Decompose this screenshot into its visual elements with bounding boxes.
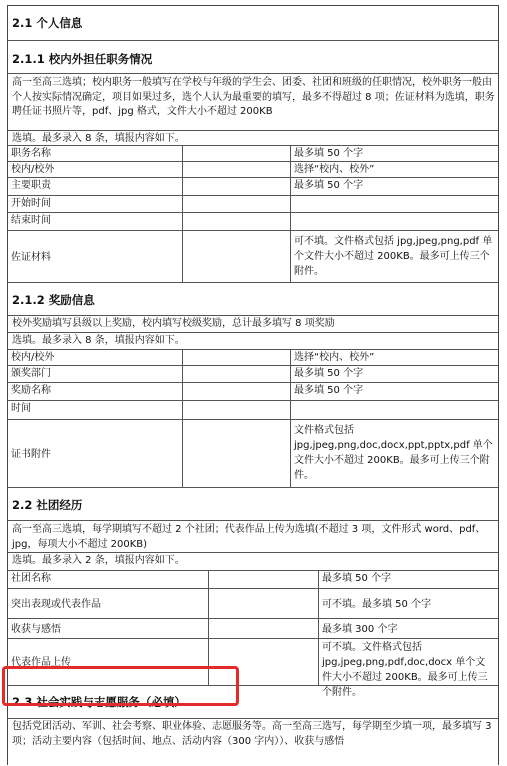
row-value: 最多填 50 个字 xyxy=(290,178,498,195)
row-value xyxy=(290,213,498,230)
section-heading-2-2: 2.2 社团经历 xyxy=(8,488,498,521)
document-page xyxy=(7,5,499,765)
row-blank xyxy=(182,383,290,400)
row-blank xyxy=(208,571,318,588)
row-value: 最多填 50 个字 xyxy=(318,571,498,588)
row-blank xyxy=(182,350,290,365)
section-2-1-1-note: 选填。最多录入 8 条，填报内容如下。 xyxy=(8,131,498,146)
row-label: 奖励名称 xyxy=(11,385,51,396)
table-row xyxy=(8,401,498,420)
row-value xyxy=(290,401,498,419)
row-blank xyxy=(208,589,318,618)
row-blank xyxy=(182,366,290,382)
row-value xyxy=(290,196,498,212)
table-row xyxy=(8,589,498,619)
table-row xyxy=(8,231,498,283)
row-value: 选择“校内、校外” xyxy=(290,162,498,177)
section-2-1-2-description: 校外奖励填写县级以上奖励，校内填写校级奖励，总计最多填写 8 项奖励 xyxy=(8,316,498,333)
row-value: 最多填 50 个字 xyxy=(290,366,498,382)
table-row xyxy=(8,178,498,196)
row-blank xyxy=(182,146,290,161)
row-blank xyxy=(208,639,318,685)
row-value: 选择“校内、校外” xyxy=(290,350,498,365)
section-2-1-1-description: 高一至高三选填；校内职务一般填写在学校与年级的学生会、团委、社团和班级的任职情况，校外职务一般由个人按实际情况确定，项目如果过多，选个人认为最重要的填写，最多不得超过 8 项；佐证材料为选填，职务聘任证书照片等，pdf、jpg 格式，文件大小不超过 200KB xyxy=(8,74,498,131)
table-row xyxy=(8,420,498,488)
section-heading-2-1-2: 2.1.2 奖励信息 xyxy=(8,283,498,316)
row-blank xyxy=(182,178,290,195)
row-value: 文件格式包括 jpg,jpeg,png,doc,docx,ppt,pptx,pdf 单个文件大小不超过 200KB。最多可上传三个附件。 xyxy=(290,420,498,487)
row-label: 校内/校外 xyxy=(11,164,55,175)
section-heading-2-1-1: 2.1.1 校内外担任职务情况 xyxy=(8,41,498,74)
row-label: 职务名称 xyxy=(11,148,51,159)
table-row xyxy=(8,639,498,698)
row-blank xyxy=(182,213,290,230)
row-label: 颁奖部门 xyxy=(11,368,51,379)
row-label: 证书附件 xyxy=(11,448,51,460)
section-heading-2-3: 2.3 社会实践与志愿服务（必填） xyxy=(8,686,498,719)
row-label: 开始时间 xyxy=(11,198,51,209)
table-row xyxy=(8,366,498,383)
row-label: 校内/校外 xyxy=(11,352,55,363)
row-value: 最多填 50 个字 xyxy=(290,383,498,400)
table-row xyxy=(8,146,498,162)
row-blank xyxy=(182,420,290,487)
row-label: 结束时间 xyxy=(11,215,51,226)
row-blank xyxy=(208,619,318,638)
row-label: 社团名称 xyxy=(11,573,51,584)
row-blank xyxy=(182,162,290,177)
row-label: 突出表现或代表作品 xyxy=(11,598,101,610)
table-row xyxy=(8,571,498,589)
row-value: 可不填。文件格式包括 jpg,jpeg,png,pdf,doc,docx 单个文件大小不超过 200KB。最多可上传三个附件。 xyxy=(318,639,498,685)
table-row xyxy=(8,162,498,178)
table-row xyxy=(8,213,498,231)
section-2-3-description: 包括党团活动、军训、社会考察、职业体验、志愿服务等。高一至高三选写，每学期至少填一项，最多填写 3 项；活动主要内容（包括时间、地点、活动内容（300 字内））、收获与感悟 xyxy=(12,721,492,747)
table-row xyxy=(8,350,498,366)
row-blank xyxy=(182,231,290,282)
row-blank xyxy=(182,196,290,212)
row-label: 收获与感悟 xyxy=(11,623,61,635)
row-label: 佐证材料 xyxy=(11,251,51,263)
section-heading-2-1: 2.1 个人信息 xyxy=(8,6,498,41)
row-value: 可不填。文件格式包括 jpg,jpeg,png,pdf 单个文件大小不超过 200KB。最多可上传三个附件。 xyxy=(290,231,498,282)
section-2-2-note: 选填。最多录入 2 条，填报内容如下。 xyxy=(8,553,498,571)
row-value: 最多填 50 个字 xyxy=(290,146,498,161)
row-value: 最多填 300 个字 xyxy=(318,619,498,638)
row-blank xyxy=(182,401,290,419)
table-row xyxy=(8,196,498,213)
section-2-1-2-note: 选填。最多录入 8 条，填报内容如下。 xyxy=(8,333,498,350)
row-value: 可不填。最多填 50 个字 xyxy=(318,589,498,618)
row-label: 时间 xyxy=(11,403,31,414)
row-label: 代表作品上传 xyxy=(11,657,71,668)
section-2-2-description: 高一至高三选填，每学期填写不超过 2 个社团；代表作品上传为选填(不超过 3 项，文件形式 word、pdf、jpg，每项大小不超过 200KB) xyxy=(8,521,498,553)
table-row xyxy=(8,619,498,639)
table-row xyxy=(8,383,498,401)
row-label: 主要职责 xyxy=(11,180,51,191)
